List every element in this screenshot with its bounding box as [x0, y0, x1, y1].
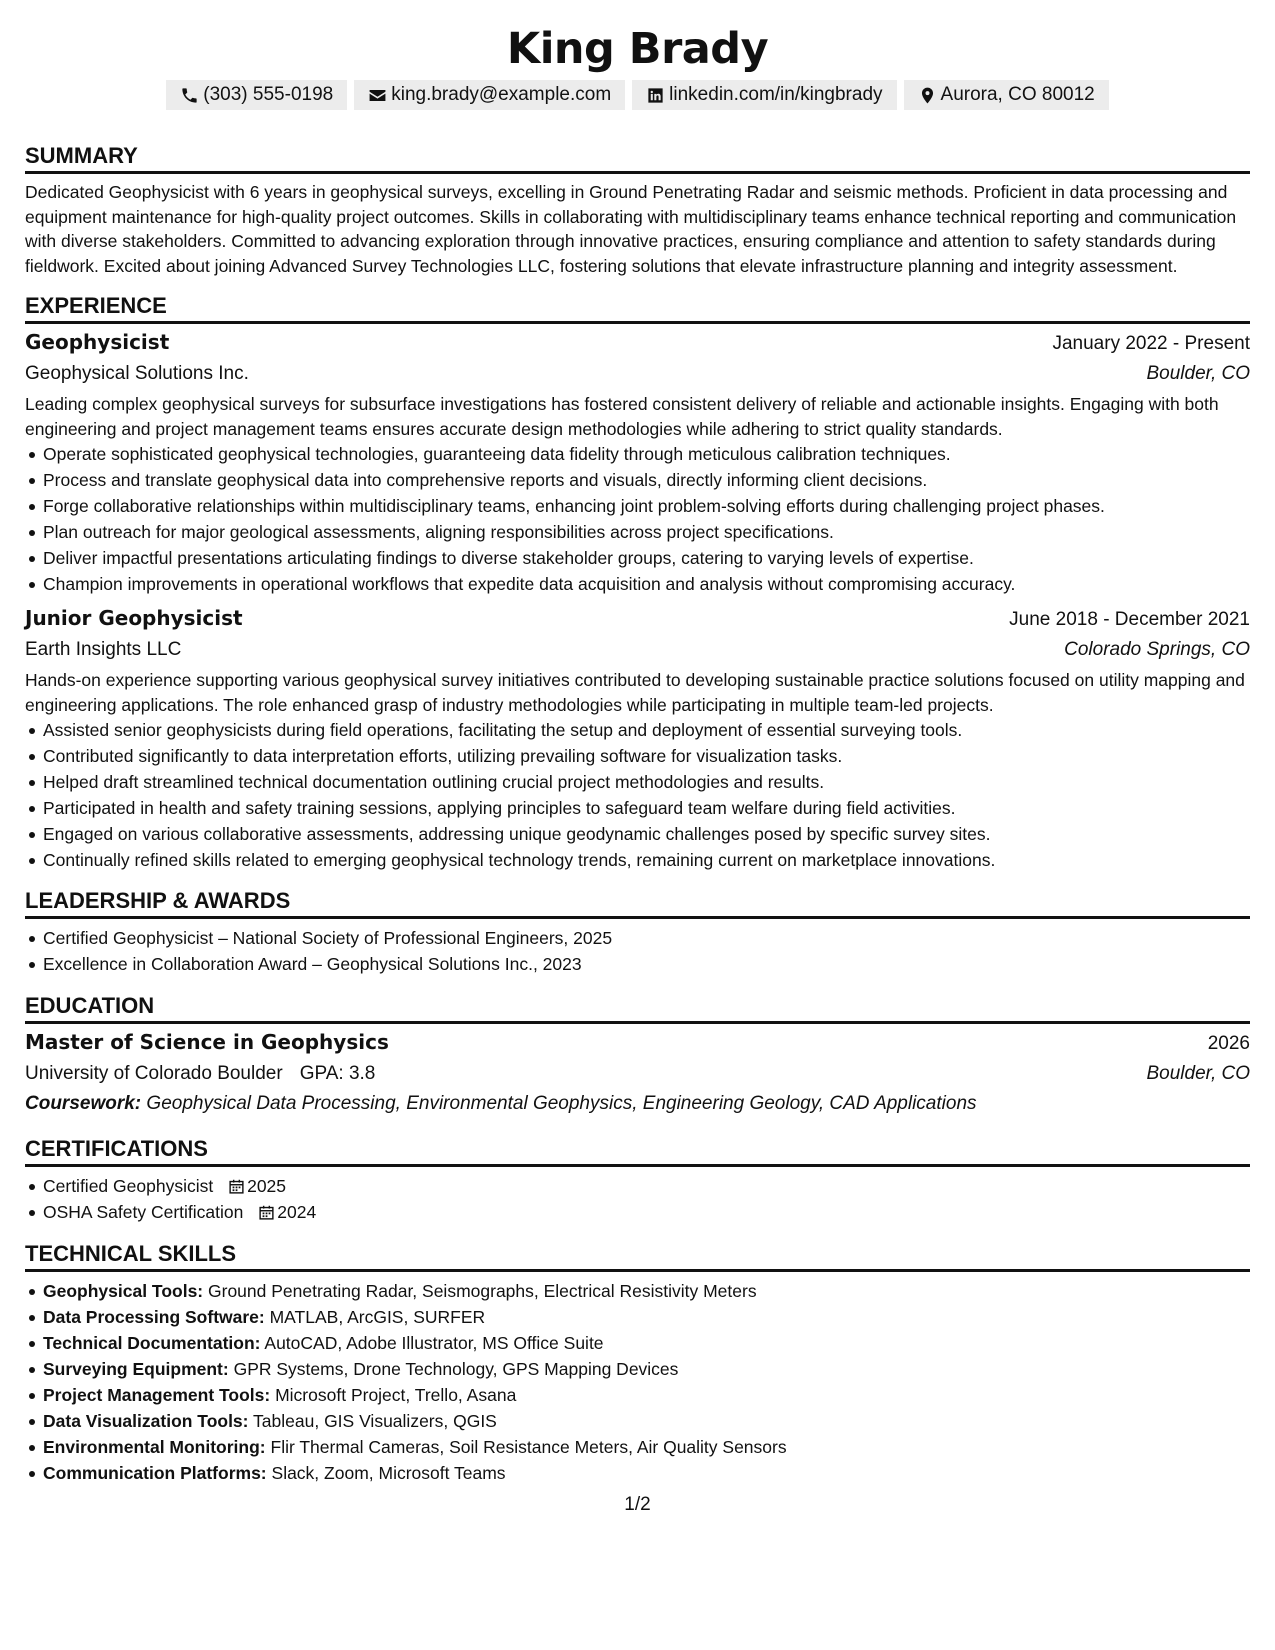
degree-title: Master of Science in Geophysics [25, 1030, 389, 1054]
page-number: 1/2 [624, 1494, 651, 1515]
list-item: Contributed significantly to data interpretation efforts, utilizing prevailing software for visualization tasks. [25, 743, 1250, 769]
certifications-section [25, 1136, 1250, 1225]
skill-label: Environmental Monitoring: [43, 1437, 266, 1457]
skill-value: GPR Systems, Drone Technology, GPS Mapping Devices [233, 1359, 679, 1379]
job-description: Leading complex geophysical surveys for subsurface investigations has fostered consistent delivery of reliable and actionable insights. Engaging with both engineering and project management teams ensures accurate design methodologies while adhering to strict quality standards. [25, 394, 1219, 439]
resume-page [25, 0, 1250, 1650]
list-item: Engaged on various collaborative assessments, addressing unique geodynamic challenges posed by specific survey sites. [25, 821, 1250, 847]
job-title: Junior Geophysicist [25, 606, 243, 630]
coursework [25, 1089, 1250, 1119]
candidate-name: King Brady [506, 24, 769, 74]
contact-location-text: Aurora, CO 80012 [940, 84, 1095, 105]
skill-value: Slack, Zoom, Microsoft Teams [271, 1463, 506, 1483]
skill-value: Tableau, GIS Visualizers, QGIS [253, 1411, 497, 1431]
skill-label: Technical Documentation: [43, 1333, 261, 1353]
list-item [25, 1330, 1250, 1356]
contact-email[interactable] [354, 80, 625, 110]
coursework-list: Geophysical Data Processing, Environmental Geophysics, Engineering Geology, CAD Applications [146, 1093, 977, 1114]
envelope-icon [368, 86, 387, 105]
section-title-summary: SUMMARY [25, 143, 1250, 174]
skill-label: Surveying Equipment: [43, 1359, 229, 1379]
job-location: Boulder, CO [1146, 363, 1250, 384]
contact-phone[interactable] [166, 80, 347, 110]
skill-value: MATLAB, ArcGIS, SURFER [269, 1307, 486, 1327]
contact-email-text: king.brady@example.com [391, 84, 612, 105]
cert-year: 2025 [247, 1176, 287, 1196]
list-item [25, 1356, 1250, 1382]
skills-list [25, 1278, 1250, 1486]
job-description: Hands-on experience supporting various geophysical survey initiatives contributed to developing sustainable practice solutions focused on utility mapping and engineering applications. The role enhanced grasp of industry methodologies while participating in multiple team-led projects. [25, 670, 1245, 715]
list-item [25, 1173, 1250, 1199]
school-location: Boulder, CO [1146, 1063, 1250, 1084]
list-item: Certified Geophysicist – National Society of Professional Engineers, 2025 [25, 925, 1250, 951]
list-item: Operate sophisticated geophysical technologies, guaranteeing data fidelity through meticulous calibration techniques. [25, 441, 1250, 467]
list-item [25, 1304, 1250, 1330]
skill-label: Project Management Tools: [43, 1385, 271, 1405]
list-item [25, 1199, 1250, 1225]
job-entry [25, 603, 1250, 873]
skill-label: Data Processing Software: [43, 1307, 265, 1327]
list-item [25, 1434, 1250, 1460]
list-item [25, 1408, 1250, 1434]
cert-name: Certified Geophysicist [43, 1176, 214, 1196]
graduation-year: 2026 [1207, 1033, 1250, 1054]
skill-value: AutoCAD, Adobe Illustrator, MS Office Suite [264, 1333, 604, 1353]
job-title: Geophysicist [25, 330, 170, 354]
list-item: Participated in health and safety training sessions, applying principles to safeguard team welfare during field activities. [25, 795, 1250, 821]
calendar-icon [228, 1178, 245, 1195]
job-dates: January 2022 - Present [1052, 333, 1250, 354]
linkedin-icon [646, 86, 665, 105]
job-entry [25, 327, 1250, 597]
list-item [25, 1460, 1250, 1486]
skill-label: Geophysical Tools: [43, 1281, 204, 1301]
awards-list [25, 925, 1250, 977]
skills-section [25, 1241, 1250, 1486]
experience-section [25, 293, 1250, 873]
map-pin-icon [918, 86, 937, 105]
school-name: University of Colorado Boulder [25, 1063, 283, 1084]
contact-linkedin[interactable] [632, 80, 896, 110]
list-item: Helped draft streamlined technical documentation outlining crucial project methodologies and results. [25, 769, 1250, 795]
list-item: Process and translate geophysical data into comprehensive reports and visuals, directly informing client decisions. [25, 467, 1250, 493]
list-item [25, 1382, 1250, 1408]
job-bullets [25, 717, 1250, 873]
leadership-section [25, 888, 1250, 977]
contact-location [904, 80, 1109, 110]
job-bullets [25, 441, 1250, 597]
list-item: Assisted senior geophysicists during field operations, facilitating the setup and deployment of essential surveying tools. [25, 717, 1250, 743]
education-section [25, 993, 1250, 1119]
coursework-label: Coursework: [25, 1093, 142, 1114]
gpa: GPA: 3.8 [299, 1063, 376, 1084]
job-location: Colorado Springs, CO [1064, 639, 1250, 660]
skill-label: Data Visualization Tools: [43, 1411, 249, 1431]
list-item: Champion improvements in operational workflows that expedite data acquisition and analysis without compromising accuracy. [25, 571, 1250, 597]
phone-icon [180, 86, 199, 105]
job-dates: June 2018 - December 2021 [1009, 609, 1250, 630]
section-title-skills: TECHNICAL SKILLS [25, 1241, 1250, 1272]
list-item: Forge collaborative relationships within multidisciplinary teams, enhancing joint problem-solving efforts during challenging project phases. [25, 493, 1250, 519]
summary-section [25, 143, 1250, 278]
summary-text: Dedicated Geophysicist with 6 years in geophysical surveys, excelling in Ground Penetrating Radar and seismic methods. Proficient in data processing and equipment maintenance for high-quality project outcomes. Skills in collaborating with multidisciplinary teams enhance technical reporting and communication with diverse stakeholders. Committed to advancing exploration through innovative practices, ensuring compliance and attention to safety standards during fieldwork. Excited about joining Advanced Survey Technologies LLC, fostering solutions that elevate infrastructure planning and integrity assessment. [25, 182, 1237, 276]
contact-phone-text: (303) 555-0198 [203, 84, 334, 105]
skill-value: Ground Penetrating Radar, Seismographs, Electrical Resistivity Meters [208, 1281, 757, 1301]
contact-bar [25, 80, 1250, 110]
list-item: Deliver impactful presentations articulating findings to diverse stakeholder groups, catering to varying levels of expertise. [25, 545, 1250, 571]
certifications-list [25, 1173, 1250, 1225]
list-item: Excellence in Collaboration Award – Geophysical Solutions Inc., 2023 [25, 951, 1250, 977]
list-item: Continually refined skills related to emerging geophysical technology trends, remaining current on marketplace innovations. [25, 847, 1250, 873]
contact-linkedin-text: linkedin.com/in/kingbrady [669, 84, 883, 105]
skill-label: Communication Platforms: [43, 1463, 267, 1483]
section-title-education: EDUCATION [25, 993, 1250, 1024]
skill-value: Microsoft Project, Trello, Asana [275, 1385, 517, 1405]
job-company: Geophysical Solutions Inc. [25, 363, 249, 384]
school-line [25, 1059, 375, 1089]
list-item: Plan outreach for major geological assessments, aligning responsibilities across project specifications. [25, 519, 1250, 545]
cert-year: 2024 [277, 1202, 317, 1222]
skill-value: Flir Thermal Cameras, Soil Resistance Meters, Air Quality Sensors [270, 1437, 787, 1457]
job-company: Earth Insights LLC [25, 639, 182, 660]
list-item [25, 1278, 1250, 1304]
cert-name: OSHA Safety Certification [43, 1202, 244, 1222]
calendar-icon [258, 1204, 275, 1221]
section-title-certifications: CERTIFICATIONS [25, 1136, 1250, 1167]
section-title-leadership: LEADERSHIP & AWARDS [25, 888, 1250, 919]
section-title-experience: EXPERIENCE [25, 293, 1250, 324]
